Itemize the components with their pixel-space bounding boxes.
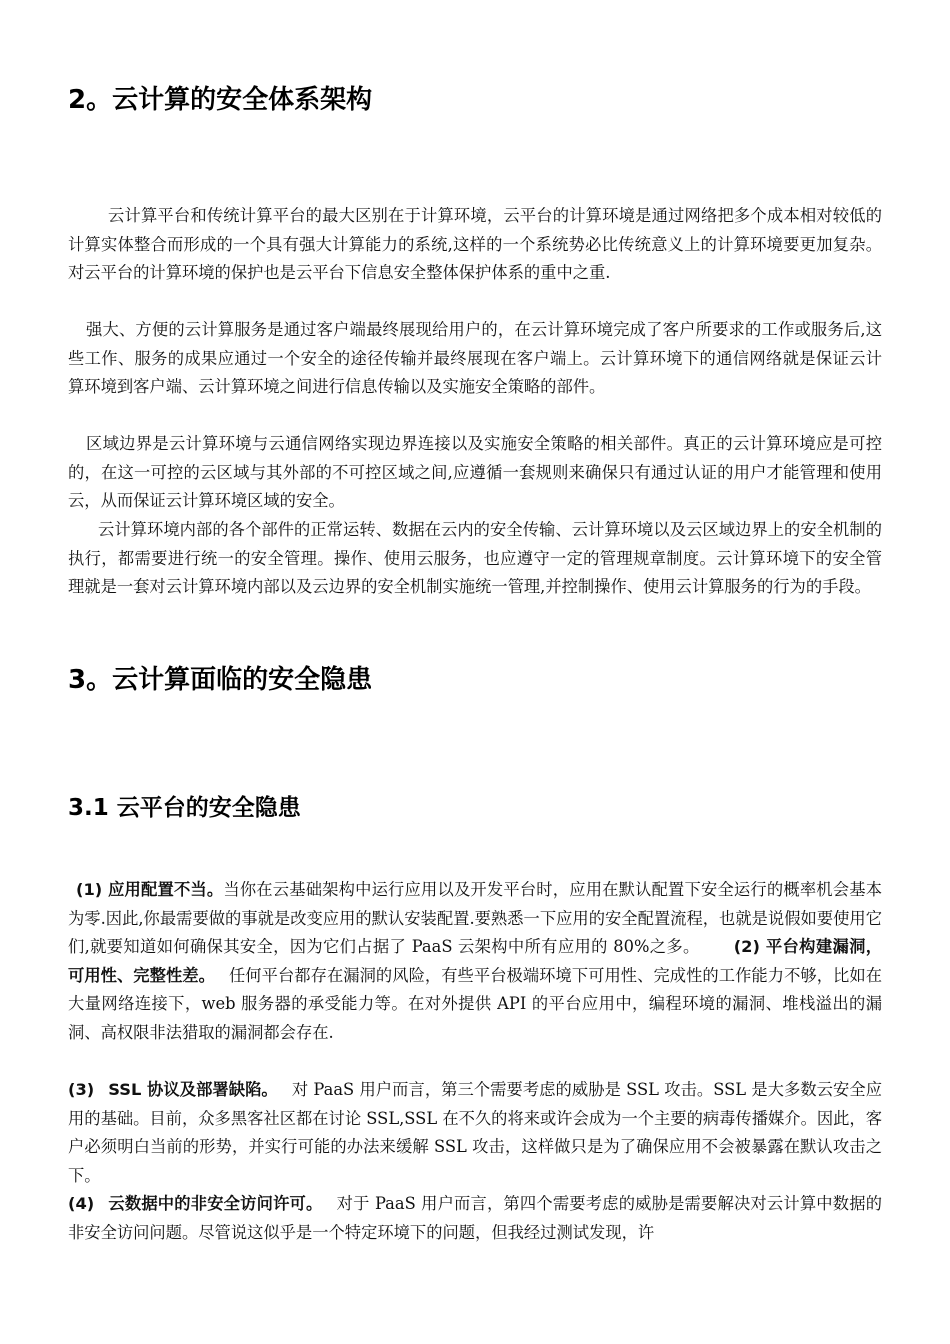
section-3-1-heading: 3.1 云平台的安全隐患 <box>68 795 301 821</box>
section-3-1-paragraph-item-3 <box>68 1076 882 1190</box>
section-2-heading: 2。云计算的安全体系架构 <box>68 85 373 115</box>
item-1-text: 当你在云基础架构中运行应用以及开发平台时，应用在默认配置下安全运行的概率机会基本为零.因此,你最需要做的事就是改变应用的默认安装配置.要熟悉一下应用的安全配置流程，也就是说假如要使用它们,就要知道如何确保其安全，因为它们占据了 PaaS 云架构中所有应用的 80%之多。 <box>68 880 882 957</box>
item-4-label: 云数据中的非安全访问许可。 <box>108 1194 323 1213</box>
item-3-label: SSL 协议及部署缺陷。 <box>108 1080 278 1099</box>
section-2-paragraph-2: 强大、方便的云计算服务是通过客户端最终展现给用户的，在云计算环境完成了客户所要求的工作或服务后,这些工作、服务的成果应通过一个安全的途径传输并最终展现在客户端上。云计算环境下的通信网络就是保证云计算环境到客户端、云计算环境之间进行信息传输以及实施安全策略的部件。 <box>68 320 882 397</box>
section-2-paragraph-3: 区域边界是云计算环境与云通信网络实现边界连接以及实施安全策略的相关部件。真正的云计算环境应是可控的，在这一可控的云区域与其外部的不可控区域之间,应遵循一套规则来确保只有通过认证的用户才能管理和使用云，从而保证云计算环境区域的安全。 <box>68 434 882 511</box>
item-3-text: 对 PaaS 用户而言，第三个需要考虑的威胁是 SSL 攻击。SSL 是大多数云安全应用的基础。目前，众多黑客社区都在讨论 SSL,SSL 在不久的将来或许会成为一个主要的病毒传播媒介。因此，客户必须明白当前的形势，并实行可能的办法来缓解 SSL 攻击，这样做只是为了确保应用不会被暴露在默认攻击之下。 <box>68 1080 882 1185</box>
item-4-text: 对于 PaaS 用户而言，第四个需要考虑的威胁是需要解决对云计算中数据的非安全访问问题。尽管说这似乎是一个特定环境下的问题，但我经过测试发现，许 <box>68 1194 882 1242</box>
section-3-heading: 3。云计算面临的安全隐患 <box>68 665 373 695</box>
item-2-label: (2) 平台构建漏洞，可用性、完整性差。 <box>68 937 882 985</box>
item-2-text: 任何平台都存在漏洞的风险，有些平台极端环境下可用性、完成性的工作能力不够，比如在大量网络连接下，web 服务器的承受能力等。在对外提供 API 的平台应用中，编程环境的漏洞、堆栈溢出的漏洞、高权限非法猎取的漏洞都会存在. <box>68 965 882 1042</box>
section-3-1-paragraph-items-1-2 <box>68 876 882 1048</box>
section-2-paragraph-4: 云计算环境内部的各个部件的正常运转、数据在云内的安全传输、云计算环境以及云区域边界上的安全机制的执行，都需要进行统一的安全管理。操作、使用云服务，也应遵守一定的管理规章制度。云计算环境下的安全管理就是一套对云计算环境内部以及云边界的安全机制实施统一管理,并控制操作、使用云计算服务的行为的手段。 <box>68 520 882 597</box>
item-4-number: (4) <box>68 1194 95 1213</box>
section-3-1-paragraph-item-4 <box>68 1190 882 1247</box>
section-2-paragraph-1: 云计算平台和传统计算平台的最大区别在于计算环境，云平台的计算环境是通过网络把多个成本相对较低的计算实体整合而形成的一个具有强大计算能力的系统,这样的一个系统势必比传统意义上的计算环境要更加复杂。对云平台的计算环境的保护也是云平台下信息安全整体保护体系的重中之重. <box>68 206 882 283</box>
item-3-number: (3) <box>68 1080 95 1099</box>
item-1-label: (1) 应用配置不当。 <box>76 880 224 899</box>
